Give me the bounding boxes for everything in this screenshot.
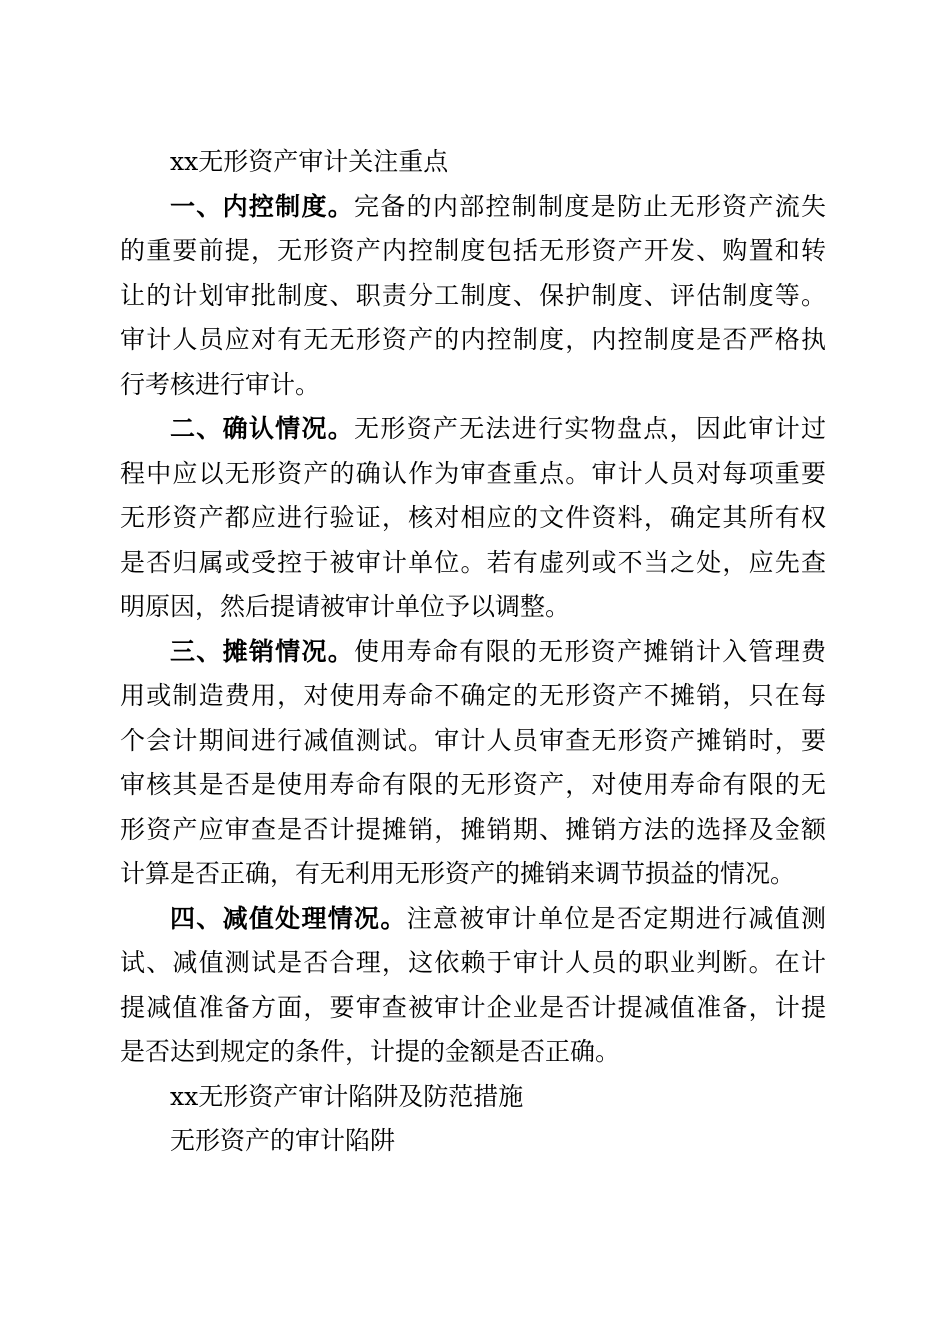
paragraph-title-impairment: 四、减值处理情况。 (170, 903, 407, 933)
paragraph-line: 明原因，然后提请被审计单位予以调整。 (120, 592, 571, 621)
paragraph-line: 无形资产都应进行验证，核对相应的文件资料，确定其所有权 (120, 503, 826, 532)
paragraph-line: 个会计期间进行减值测试。审计人员审查无形资产摊销时，要 (120, 725, 826, 755)
paragraph-line: 试、减值测试是否合理，这依赖于审计人员的职业判断。在计 (120, 948, 826, 977)
paragraph-line: 是否达到规定的条件，计提的金额是否正确。 (120, 1037, 621, 1066)
paragraph-line: 的重要前提，无形资产内控制度包括无形资产开发、购置和转 (120, 236, 826, 265)
paragraph-amortization-line-1: 三、摊销情况。使用寿命有限的无形资产摊销计入管理费 (170, 636, 826, 666)
document-body (120, 140, 826, 1164)
paragraph-line: 形资产应审查是否计提摊销，摊销期、摊销方法的选择及金额 (120, 814, 826, 844)
subsection-heading-pitfalls: 无形资产的审计陷阱 (170, 1126, 396, 1155)
paragraph-line: 是否归属或受控于被审计单位。若有虚列或不当之处，应先查 (120, 547, 826, 577)
paragraph-line: 审核其是否是使用寿命有限的无形资产，对使用寿命有限的无 (120, 770, 826, 799)
paragraph-recognition-line-1: 二、确认情况。无形资产无法进行实物盘点，因此审计过 (170, 414, 826, 443)
paragraph-line: 程中应以无形资产的确认作为审查重点。审计人员对每项重要 (120, 458, 826, 488)
paragraph-title-amortization: 三、摊销情况。 (170, 636, 355, 666)
paragraph-title-recognition: 二、确认情况。 (170, 414, 355, 443)
paragraph-impairment-line-1: 四、减值处理情况。注意被审计单位是否定期进行减值测 (170, 903, 826, 933)
paragraph-line: 用或制造费用，对使用寿命不确定的无形资产不摊销，只在每 (120, 681, 826, 710)
paragraph-title-internal-control: 一、内控制度。 (170, 191, 355, 221)
paragraph-internal-control-line-1: 一、内控制度。完备的内部控制制度是防止无形资产流失 (170, 191, 826, 221)
paragraph-line: 审计人员应对有无无形资产的内控制度，内控制度是否严格执 (120, 325, 826, 354)
paragraph-line: 计算是否正确，有无利用无形资产的摊销来调节损益的情况。 (120, 859, 796, 888)
section-heading-pitfalls: xx无形资产审计陷阱及防范措施 (170, 1081, 524, 1111)
paragraph-line: 让的计划审批制度、职责分工制度、保护制度、评估制度等。 (120, 280, 826, 310)
paragraph-line: 行考核进行审计。 (120, 369, 321, 399)
paragraph-line: 提减值准备方面，要审查被审计企业是否计提减值准备，计提 (120, 992, 826, 1022)
section-heading-focus: xx无形资产审计关注重点 (170, 147, 449, 176)
